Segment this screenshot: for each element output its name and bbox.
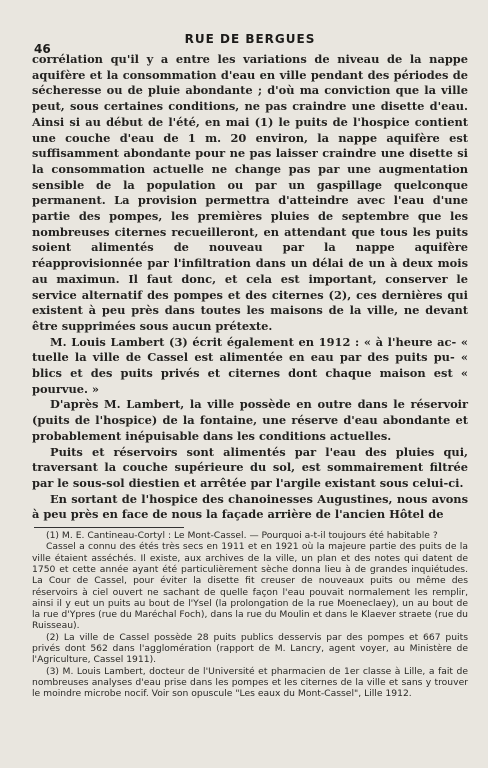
footnote-divider bbox=[34, 527, 184, 528]
footnote-1-continued: Cassel a connu des étés très secs en 1911 et en 1921 où la majeure partie des puits de la ville étaient asséchés. Il existe, aux archives de la ville, un plan et des notes qui datent de 1750 et cette année ayant été particulièrement sèche donna lieu à de grandes inquiétudes. La Cour de Cassel, pour éviter la disette fit creuser de nouveaux puits ou même des réservoirs à ciel ouvert ne sachant de quelle façon l'eau pouvait normalement les remplir, ainsi il y eut un puits au bout de l'Ysel (la prolongation de la rue Moeneclaey), un au bout de la rue d'Ypres (rue du Maréchal Foch), dans la rue du Moulin et dans le Klaever straete (rue du Ruisseau). bbox=[32, 541, 468, 632]
footnotes bbox=[32, 530, 468, 699]
paragraph-2: M. Louis Lambert (3) écrit également en 1912 : « à l'heure ac- « tuelle la ville de Cassel est alimentée en eau par des puits pu- « blics et des puits privés et citernes dont chaque maison est « pourvue. » bbox=[32, 334, 468, 396]
paragraph-5: En sortant de l'hospice des chanoinesses Augustines, nous avons à peu près en face de nous la façade arrière de l'ancien Hôtel de bbox=[32, 491, 468, 522]
footnote-1: (1) M. E. Cantineau-Cortyl : Le Mont-Cassel. — Pourquoi a-t-il toujours été habitable ? bbox=[46, 530, 438, 542]
body-text bbox=[32, 52, 468, 523]
running-title: RUE DE BERGUES bbox=[184, 32, 316, 46]
paragraph-4: Puits et réservoirs sont alimentés par l'eau des pluies qui, traversant la couche supérieure du sol, est sommairement filtrée par le sous-sol diestien et arrêtée par l'argile existant sous celui-ci. bbox=[32, 444, 468, 490]
footnote-3: (3) M. Louis Lambert, docteur de l'Université et pharmacien de 1er classe à Lille, a fait de nombreuses analyses d'eau prise dans les pompes et les citernes de la ville et sans y trouver le moindre microbe nocif. Voir son opuscule "Les eaux du Mont-Cassel", Lille 1912. bbox=[32, 665, 468, 700]
paragraph-3: D'après M. Lambert, la ville possède en outre dans le réservoir (puits de l'hospice) de la fontaine, une réserve d'eau abondante et probablement inépuisable dans les conditions actuelles. bbox=[32, 397, 468, 443]
page-header bbox=[32, 30, 468, 56]
footnote-2: (2) La ville de Cassel possède 28 puits publics desservis par des pompes et 667 puits privés dont 562 dans l'agglomération (rapport de M. Lancry, agent voyer, au Ministère de l'Agriculture, Cassel 1911). bbox=[32, 631, 468, 666]
paragraph-1: corrélation qu'il y a entre les variations de niveau de la nappe aquifère et la consommation d'eau en ville pendant des périodes de sécheresse ou de pluie abondante ; d'où ma conviction que la ville peut, sous certaines conditions, ne pas craindre une disette d'eau. Ainsi si au début de l'été, en mai (1) le puits de l'hospice contient une couche d'eau de 1 m. 20 environ, la nappe aquifère est suffisamment abondante pour ne pas laisser craindre une disette si la consommation actuelle ne change pas par une augmentation sensible de la population ou par un gaspillage quelconque permanent. La provision permettra d'atteindre avec l'eau d'une partie des pompes, les premières pluies de septembre que les nombreuses citernes recueilleront, en attendant que tous les puits soient alimentés de nouveau par la nappe aquifère réapprovisionnée par l'infiltration dans un délai de un à deux mois au maximun. Il faut donc, et cela est important, conserver le service alternatif des pompes et des citernes (2), ces dernières qui existent à peu près dans toutes les maisons de la ville, ne devant être supprimées sous aucun prétexte. bbox=[32, 52, 468, 333]
page-number: 46 bbox=[34, 42, 51, 56]
